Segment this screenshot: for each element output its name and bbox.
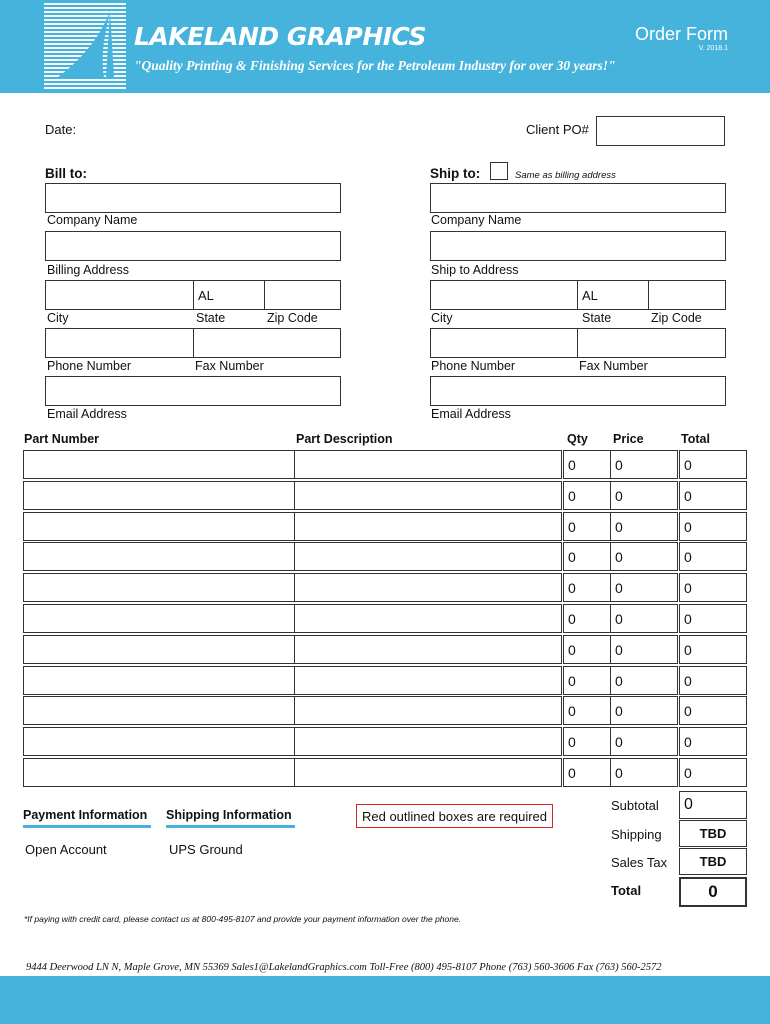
- qty-field[interactable]: 0: [563, 604, 611, 633]
- version-label: V. 2018.1: [698, 45, 728, 52]
- bill-email-field[interactable]: [45, 376, 341, 406]
- ship-fax-field[interactable]: [577, 328, 726, 358]
- total-field[interactable]: 0: [679, 635, 747, 664]
- total-field[interactable]: 0: [679, 542, 747, 571]
- header-banner: [0, 0, 770, 93]
- total-field[interactable]: 0: [679, 758, 747, 787]
- bill-company-label: Company Name: [47, 213, 138, 227]
- total-field[interactable]: 0: [679, 512, 747, 541]
- part-number-field[interactable]: [23, 542, 295, 571]
- price-field[interactable]: 0: [610, 666, 678, 695]
- sales-tax-value: TBD: [679, 848, 747, 875]
- part-number-field[interactable]: [23, 604, 295, 633]
- ship-city-field[interactable]: [430, 280, 578, 310]
- part-number-header: Part Number: [24, 432, 100, 446]
- bill-company-field[interactable]: [45, 183, 341, 213]
- qty-field[interactable]: 0: [563, 512, 611, 541]
- bill-zip-label: Zip Code: [267, 311, 318, 325]
- payment-value[interactable]: Open Account: [25, 842, 107, 857]
- price-field[interactable]: 0: [610, 696, 678, 725]
- bill-city-label: City: [47, 311, 69, 325]
- date-label: Date:: [45, 122, 77, 137]
- qty-header: Qty: [567, 432, 588, 446]
- bill-address-label: Billing Address: [47, 263, 129, 277]
- total-field[interactable]: 0: [679, 696, 747, 725]
- shipping-information-label: Shipping Information: [166, 808, 295, 828]
- bill-state-value: AL: [198, 288, 214, 303]
- part-number-field[interactable]: [23, 666, 295, 695]
- part-description-field[interactable]: [294, 696, 562, 725]
- qty-field[interactable]: 0: [563, 573, 611, 602]
- total-header: Total: [681, 432, 710, 446]
- bill-phone-field[interactable]: [45, 328, 194, 358]
- total-field[interactable]: 0: [679, 666, 747, 695]
- client-po-field[interactable]: [596, 116, 725, 146]
- footer-contact: 9444 Deerwood LN N, Maple Grove, MN 55369 Sales1@LakelandGraphics.com Toll-Free (800) 495-8107 Phone (763) 560-3606 Fax (763) 560-2572: [26, 962, 662, 973]
- bill-address-field[interactable]: [45, 231, 341, 261]
- part-description-field[interactable]: [294, 635, 562, 664]
- price-field[interactable]: 0: [610, 450, 678, 479]
- required-note: Red outlined boxes are required: [356, 804, 553, 828]
- qty-field[interactable]: 0: [563, 727, 611, 756]
- price-field[interactable]: 0: [610, 604, 678, 633]
- tagline: "Quality Printing & Finishing Services for the Petroleum Industry for over 30 years!": [134, 58, 616, 73]
- bill-to-heading: Bill to:: [45, 166, 87, 181]
- ship-zip-field[interactable]: [648, 280, 726, 310]
- sailboat-logo: [44, 3, 126, 89]
- ship-fax-label: Fax Number: [579, 359, 648, 373]
- subtotal-value: 0: [679, 791, 747, 819]
- ship-email-field[interactable]: [430, 376, 726, 406]
- bill-fax-field[interactable]: [193, 328, 341, 358]
- part-number-field[interactable]: [23, 727, 295, 756]
- bill-phone-label: Phone Number: [47, 359, 132, 373]
- qty-field[interactable]: 0: [563, 666, 611, 695]
- total-field[interactable]: 0: [679, 481, 747, 510]
- total-field[interactable]: 0: [679, 727, 747, 756]
- bill-state-field[interactable]: [193, 280, 265, 310]
- qty-field[interactable]: 0: [563, 542, 611, 571]
- part-description-field[interactable]: [294, 758, 562, 787]
- ship-company-field[interactable]: [430, 183, 726, 213]
- client-po-label: Client PO#: [526, 122, 589, 137]
- bill-zip-field[interactable]: [264, 280, 341, 310]
- ship-address-label: Ship to Address: [431, 263, 519, 277]
- qty-field[interactable]: 0: [563, 635, 611, 664]
- total-field[interactable]: 0: [679, 604, 747, 633]
- ship-state-label: State: [582, 311, 612, 325]
- part-number-field[interactable]: [23, 635, 295, 664]
- ship-to-heading: Ship to:: [430, 166, 481, 181]
- ship-phone-field[interactable]: [430, 328, 578, 358]
- footer-banner: [0, 976, 770, 1024]
- part-description-field[interactable]: [294, 604, 562, 633]
- ship-city-label: City: [431, 311, 453, 325]
- qty-field[interactable]: 0: [563, 696, 611, 725]
- bill-city-field[interactable]: [45, 280, 194, 310]
- qty-field[interactable]: 0: [563, 481, 611, 510]
- ship-state-field[interactable]: [577, 280, 649, 310]
- ship-state-value: AL: [582, 288, 598, 303]
- ship-phone-label: Phone Number: [431, 359, 516, 373]
- price-field[interactable]: 0: [610, 573, 678, 602]
- part-description-field[interactable]: [294, 666, 562, 695]
- bill-state-label: State: [196, 311, 226, 325]
- price-field[interactable]: 0: [610, 512, 678, 541]
- grand-total-label: Total: [611, 883, 642, 898]
- shipping-cost-value: TBD: [679, 820, 747, 847]
- part-number-field[interactable]: [23, 450, 295, 479]
- same-as-billing-checkbox[interactable]: [490, 162, 508, 180]
- part-description-field[interactable]: [294, 542, 562, 571]
- price-field[interactable]: 0: [610, 758, 678, 787]
- part-number-field[interactable]: [23, 573, 295, 602]
- part-description-field[interactable]: [294, 573, 562, 602]
- shipping-value[interactable]: UPS Ground: [169, 842, 243, 857]
- total-field[interactable]: 0: [679, 450, 747, 479]
- part-number-field[interactable]: [23, 758, 295, 787]
- ship-zip-label: Zip Code: [651, 311, 702, 325]
- ship-company-label: Company Name: [431, 213, 522, 227]
- part-description-field[interactable]: [294, 727, 562, 756]
- payment-information-label: Payment Information: [23, 808, 151, 828]
- qty-field[interactable]: 0: [563, 450, 611, 479]
- qty-field[interactable]: 0: [563, 758, 611, 787]
- price-field[interactable]: 0: [610, 542, 678, 571]
- part-number-field[interactable]: [23, 512, 295, 541]
- shipping-label: Shipping: [611, 827, 662, 842]
- sales-tax-label: Sales Tax: [611, 855, 668, 870]
- brand-name: LAKELAND GRAPHICS: [134, 22, 427, 51]
- bill-fax-label: Fax Number: [195, 359, 264, 373]
- page-title: Order Form: [634, 24, 728, 44]
- part-description-header: Part Description: [296, 432, 393, 446]
- part-description-field[interactable]: [294, 481, 562, 510]
- grand-total-value: 0: [679, 877, 747, 907]
- price-header: Price: [613, 432, 644, 446]
- price-field[interactable]: 0: [610, 635, 678, 664]
- price-field[interactable]: 0: [610, 481, 678, 510]
- price-field[interactable]: 0: [610, 727, 678, 756]
- total-field[interactable]: 0: [679, 573, 747, 602]
- ship-email-label: Email Address: [431, 407, 511, 421]
- subtotal-label: Subtotal: [611, 798, 659, 813]
- part-number-field[interactable]: [23, 696, 295, 725]
- same-as-billing-label: Same as billing address: [515, 170, 616, 181]
- part-description-field[interactable]: [294, 450, 562, 479]
- ship-address-field[interactable]: [430, 231, 726, 261]
- part-description-field[interactable]: [294, 512, 562, 541]
- credit-card-note: *If paying with credit card, please contact us at 800-495-8107 and provide your payment information over the phone.: [24, 914, 462, 924]
- bill-email-label: Email Address: [47, 407, 127, 421]
- part-number-field[interactable]: [23, 481, 295, 510]
